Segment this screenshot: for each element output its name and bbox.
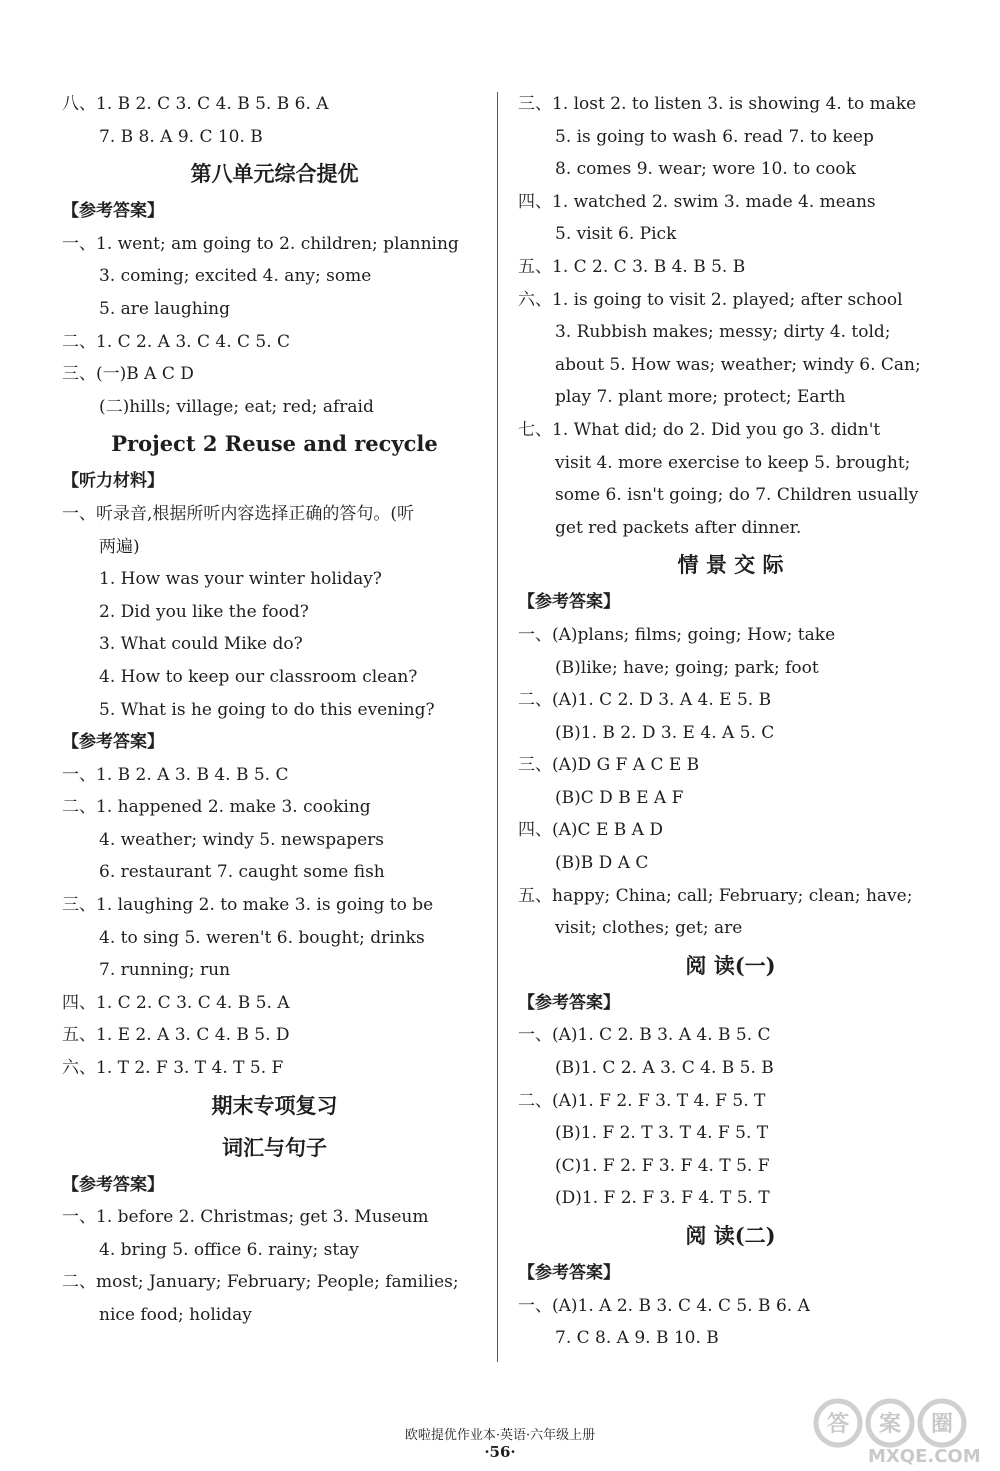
- section-tag: 【参考答案】: [62, 732, 164, 753]
- answer-line: 8. comes 9. wear; wore 10. to cook: [555, 159, 856, 180]
- answer-line: 七、1. What did; do 2. Did you go 3. didn't: [518, 419, 881, 440]
- answer-line: (B)1. F 2. T 3. T 4. F 5. T: [555, 1123, 769, 1144]
- answer-line: 两遍): [99, 536, 140, 557]
- answer-line: 3. What could Mike do?: [99, 634, 303, 655]
- watermark-char-3: 圈: [930, 1412, 954, 1437]
- answer-line: visit; clothes; get; are: [555, 918, 743, 939]
- answer-line: 一、1. before 2. Christmas; get 3. Museum: [62, 1207, 429, 1228]
- answer-line: 4. bring 5. office 6. rainy; stay: [99, 1239, 359, 1260]
- answer-line: 四、1. watched 2. swim 3. made 4. means: [518, 191, 876, 212]
- left-column: [62, 88, 487, 1332]
- footer-book-title: 欧啦提优作业本·英语·六年级上册: [404, 1428, 596, 1443]
- answer-line: 5. are laughing: [99, 298, 230, 319]
- answer-line: 一、听录音,根据所听内容选择正确的答句。(听: [62, 503, 415, 524]
- answer-line: 一、(A)plans; films; going; How; take: [518, 624, 836, 645]
- section-tag: 【参考答案】: [62, 201, 164, 222]
- answer-line: 7. running; run: [99, 960, 231, 981]
- section-tag: 【听力材料】: [62, 471, 164, 492]
- answer-line: 3. Rubbish makes; messy; dirty 4. told;: [555, 322, 891, 343]
- answer-line: 二、1. happened 2. make 3. cooking: [62, 797, 371, 818]
- answer-line: 三、1. laughing 2. to make 3. is going to be: [62, 895, 434, 916]
- answer-line: (C)1. F 2. F 3. F 4. T 5. F: [555, 1155, 770, 1176]
- watermark-site: MXQE.COM: [868, 1446, 981, 1467]
- answer-line: (B)1. C 2. A 3. C 4. B 5. B: [555, 1058, 774, 1079]
- answer-line: 一、1. went; am going to 2. children; planning: [62, 233, 459, 254]
- answer-line: 四、(A)C E B A D: [518, 820, 663, 841]
- answer-line: 5. is going to wash 6. read 7. to keep: [555, 126, 874, 147]
- answer-line: 八、1. B 2. C 3. C 4. B 5. B 6. A: [62, 94, 329, 114]
- page-number: ·56·: [484, 1443, 516, 1461]
- answer-line: 四、1. C 2. C 3. C 4. B 5. A: [62, 992, 290, 1013]
- answer-line: 4. How to keep our classroom clean?: [99, 666, 418, 687]
- answer-line: 三、(A)D G F A C E B: [518, 755, 700, 776]
- answer-line: some 6. isn't going; do 7. Children usually: [555, 485, 919, 506]
- section-heading: 阅 读(一): [685, 952, 776, 978]
- answer-line: 二、most; January; February; People; families;: [62, 1272, 459, 1293]
- answer-line: 五、happy; China; call; February; clean; have;: [518, 885, 913, 906]
- answer-line: nice food; holiday: [99, 1305, 252, 1325]
- watermark-char-1: 答: [826, 1412, 850, 1437]
- answer-line: visit 4. more exercise to keep 5. brought;: [555, 452, 911, 473]
- answer-line: play 7. plant more; protect; Earth: [555, 387, 846, 408]
- section-tag: 【参考答案】: [518, 992, 620, 1013]
- answer-line: (B)1. B 2. D 3. E 4. A 5. C: [555, 722, 775, 743]
- answer-line: 二、1. C 2. A 3. C 4. C 5. C: [62, 331, 291, 352]
- section-heading: 词汇与句子: [222, 1134, 327, 1160]
- answer-line: 二、(A)1. F 2. F 3. T 4. F 5. T: [518, 1090, 766, 1111]
- answer-line: 一、(A)1. C 2. B 3. A 4. B 5. C: [518, 1025, 771, 1046]
- section-heading: 情 景 交 际: [677, 552, 784, 578]
- column-divider: [497, 92, 498, 1362]
- section-heading: 期末专项复习: [211, 1092, 338, 1118]
- answer-line: (B)C D B E A F: [555, 787, 684, 808]
- answer-line: 三、1. lost 2. to listen 3. is showing 4. to make: [518, 94, 917, 114]
- answer-line: 4. to sing 5. weren't 6. bought; drinks: [99, 927, 425, 948]
- answer-line: 5. What is he going to do this evening?: [99, 699, 435, 720]
- answer-line: 5. visit 6. Pick: [555, 224, 677, 245]
- answer-line: (B)like; have; going; park; foot: [555, 657, 819, 678]
- answer-line: (B)B D A C: [555, 853, 649, 874]
- answer-line: 三、(一)B A C D: [62, 364, 194, 385]
- answer-line: (二)hills; village; eat; red; afraid: [99, 396, 374, 417]
- section-heading: 第八单元综合提优: [190, 161, 359, 187]
- right-column: [518, 88, 943, 1355]
- answer-line: 7. C 8. A 9. B 10. B: [555, 1328, 719, 1349]
- answer-line: 五、1. E 2. A 3. C 4. B 5. D: [62, 1025, 290, 1046]
- answer-line: 2. Did you like the food?: [99, 601, 309, 622]
- section-tag: 【参考答案】: [62, 1174, 164, 1195]
- answer-line: (D)1. F 2. F 3. F 4. T 5. T: [555, 1188, 770, 1209]
- section-tag: 【参考答案】: [518, 592, 620, 613]
- answer-line: 一、(A)1. A 2. B 3. C 4. C 5. B 6. A: [518, 1295, 810, 1316]
- answer-line: 二、(A)1. C 2. D 3. A 4. E 5. B: [518, 690, 772, 711]
- answer-line: 一、1. B 2. A 3. B 4. B 5. C: [62, 764, 289, 785]
- answer-line: 3. coming; excited 4. any; some: [99, 266, 372, 287]
- answer-line: 六、1. is going to visit 2. played; after school: [518, 289, 903, 310]
- answer-line: 4. weather; windy 5. newspapers: [99, 829, 385, 850]
- section-tag: 【参考答案】: [518, 1263, 620, 1283]
- watermark-char-2: 案: [878, 1412, 902, 1437]
- answer-line: 6. restaurant 7. caught some fish: [99, 862, 385, 883]
- answer-line: 7. B 8. A 9. C 10. B: [99, 126, 263, 147]
- section-heading: 阅 读(二): [685, 1223, 776, 1248]
- answer-line: 1. How was your winter holiday?: [99, 569, 382, 590]
- answer-line: 五、1. C 2. C 3. B 4. B 5. B: [518, 256, 746, 277]
- section-heading: Project 2 Reuse and recycle: [111, 431, 438, 457]
- answer-line: 六、1. T 2. F 3. T 4. T 5. F: [62, 1058, 284, 1079]
- answer-line: about 5. How was; weather; windy 6. Can;: [555, 354, 921, 375]
- answer-line: get red packets after dinner.: [555, 517, 802, 538]
